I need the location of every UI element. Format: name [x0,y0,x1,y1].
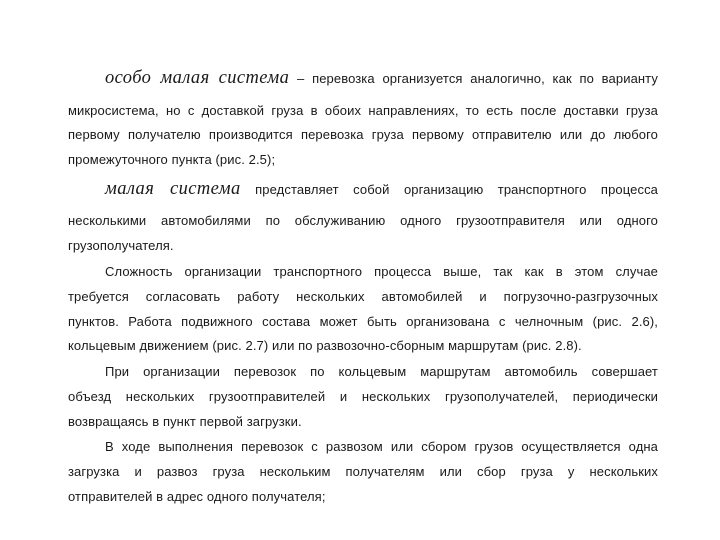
term-small-system: малая система [105,179,241,199]
paragraph-5-line-2: загрузка и развоз груза нескольким получателям или сбор груза у нескольких [68,464,658,479]
paragraph-1-line-2: микросистема, но с доставкой груза в обоих направлениях, то есть после доставки груза [68,103,658,118]
paragraph-2-first-line-text: представляет собой организацию транспортного процесса [240,182,658,197]
paragraph-5-line-3: отправителей в адрес одного получателя; [68,489,326,504]
paragraph-1-first-line-text: – перевозка организуется аналогично, как по варианту [289,71,658,86]
paragraph-1-line-3: первому получателю производится перевозка груза первому отправителю или до любого [68,127,658,142]
paragraph-1-line-4: промежуточного пункта (рис. 2.5); [68,152,276,167]
paragraph-2-line-3: грузополучателя. [68,238,174,253]
paragraph-4-line-1: При организации перевозок по кольцевым маршрутам автомобиль совершает [105,364,658,379]
paragraph-3-line-3: пунктов. Работа подвижного состава может быть организована с челночным (рис. 2.6), [68,314,658,329]
paragraph-4-line-3: возвращаясь в пункт первой загрузки. [68,414,302,429]
paragraph-5-line-1: В ходе выполнения перевозок с развозом или сбором грузов осуществляется одна [105,439,658,454]
paragraph-4-line-2: объезд нескольких грузоотправителей и нескольких грузополучателей, периодически [68,389,658,404]
term-extra-small-system: особо малая система [105,68,290,88]
paragraph-2-first-line [105,181,658,198]
paragraph-1-first-line [105,70,658,87]
paragraph-3-line-4: кольцевым движением (рис. 2.7) или по развозочно-сборным маршрутам (рис. 2.8). [68,338,582,353]
paragraph-3-line-1: Сложность организации транспортного процесса выше, так как в этом случае [105,264,658,279]
paragraph-2-line-2: несколькими автомобилями по обслуживанию одного грузоотправителя или одного [68,213,658,228]
paragraph-3-line-2: требуется согласовать работу нескольких автомобилей и погрузочно-разгрузочных [68,289,658,304]
